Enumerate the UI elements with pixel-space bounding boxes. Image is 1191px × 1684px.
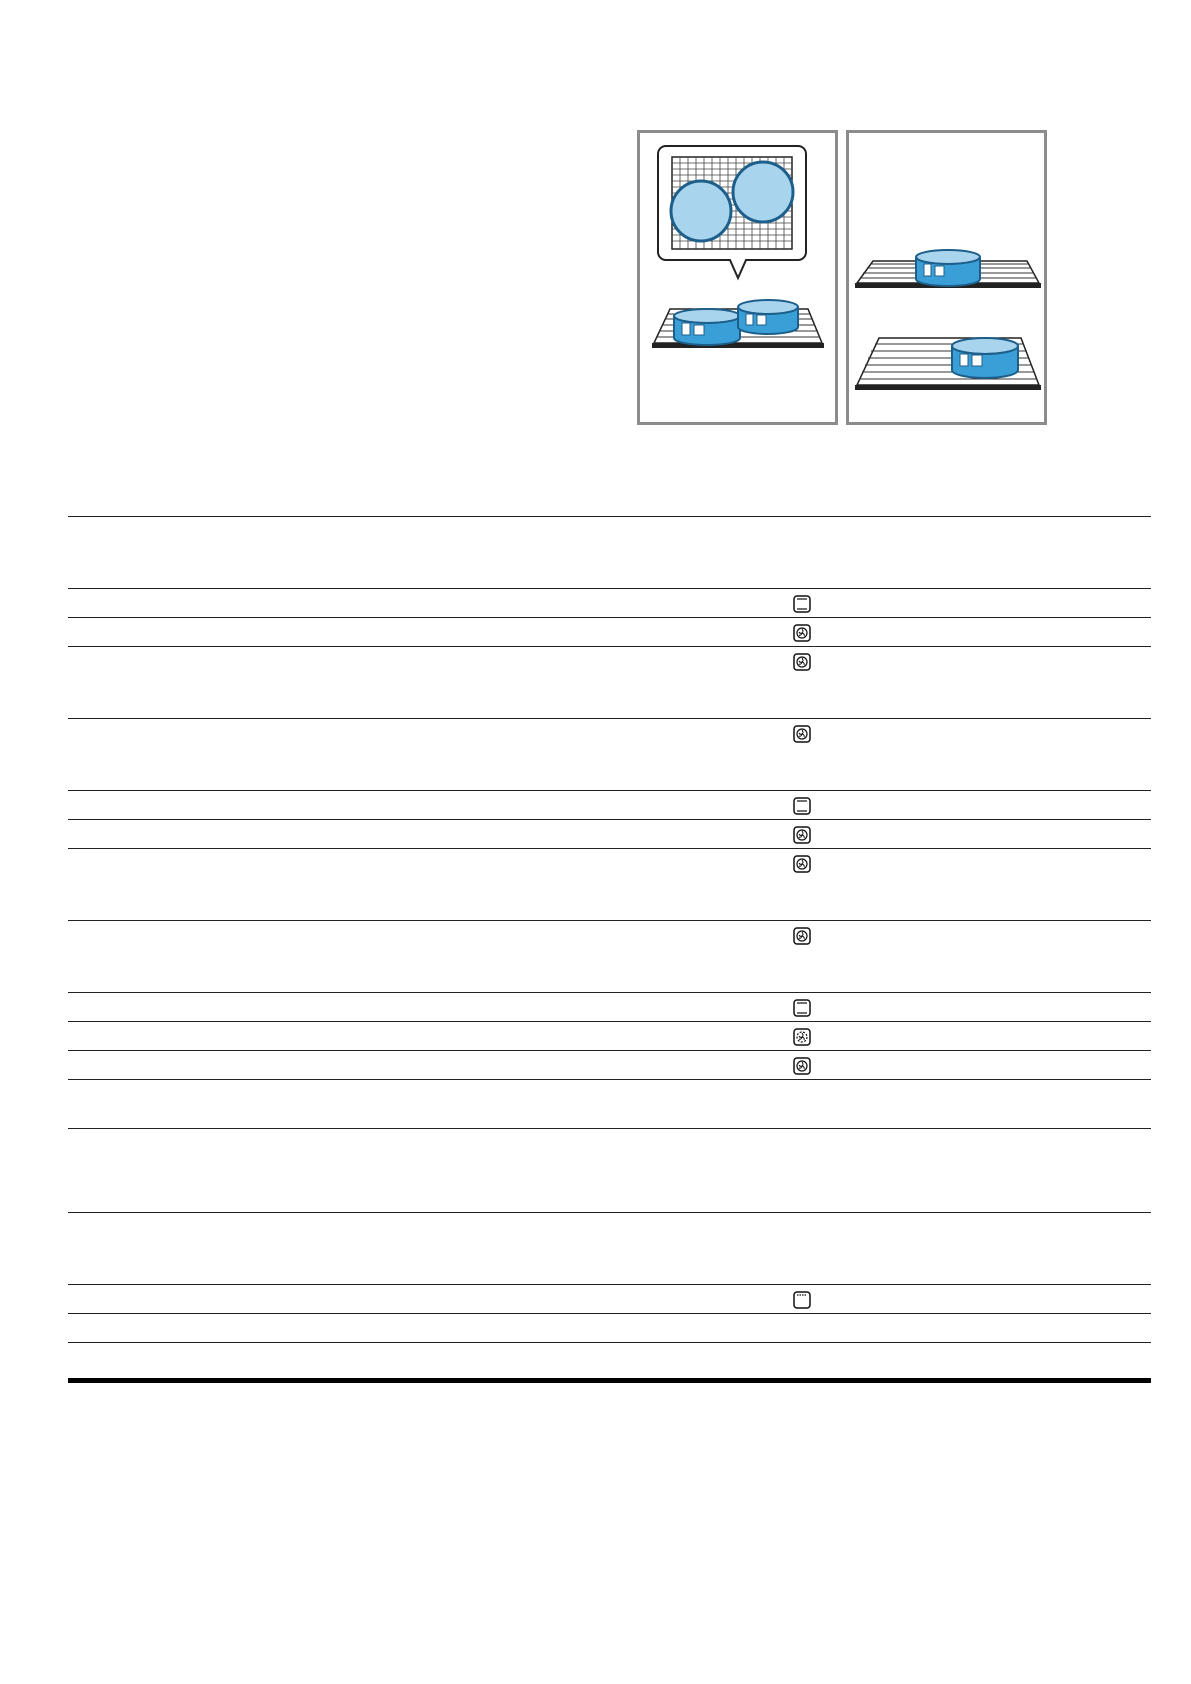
table-row <box>68 1313 1151 1342</box>
hot-air-icon <box>793 653 811 671</box>
top-bottom-heating-icon <box>793 595 811 613</box>
table-row <box>68 516 1151 588</box>
table-row <box>68 790 1151 819</box>
table-row <box>68 1212 1151 1284</box>
hot-air-icon <box>793 725 811 743</box>
cake-tins-side-by-side-on-rack-icon <box>640 133 835 422</box>
hot-air-icon <box>793 927 811 945</box>
table-row <box>68 848 1151 920</box>
table-row <box>68 1050 1151 1079</box>
table-row <box>68 819 1151 848</box>
top-bottom-heating-icon <box>793 797 811 815</box>
bottom-heating-icon <box>793 1291 811 1309</box>
table-row <box>68 617 1151 646</box>
table-row <box>68 1128 1151 1212</box>
hot-air-icon <box>793 855 811 873</box>
table-bottom-rule <box>68 1378 1151 1383</box>
top-bottom-heating-icon <box>793 999 811 1017</box>
table-row <box>68 992 1151 1021</box>
table-row <box>68 1079 1151 1128</box>
table-row <box>68 1342 1151 1378</box>
settings-table <box>68 516 1151 1383</box>
hot-air-icon <box>793 826 811 844</box>
table-row <box>68 588 1151 617</box>
hot-air-icon <box>793 1057 811 1075</box>
cake-tins-on-two-levels-icon <box>849 133 1044 422</box>
hot-air-icon <box>793 624 811 642</box>
table-row <box>68 920 1151 992</box>
table-row <box>68 718 1151 790</box>
figure-panel-right <box>846 130 1047 425</box>
figure-panel-left <box>637 130 838 425</box>
table-row <box>68 1021 1151 1050</box>
table-row <box>68 1284 1151 1313</box>
table-row <box>68 646 1151 718</box>
hot-air-gentle-icon <box>793 1028 811 1046</box>
